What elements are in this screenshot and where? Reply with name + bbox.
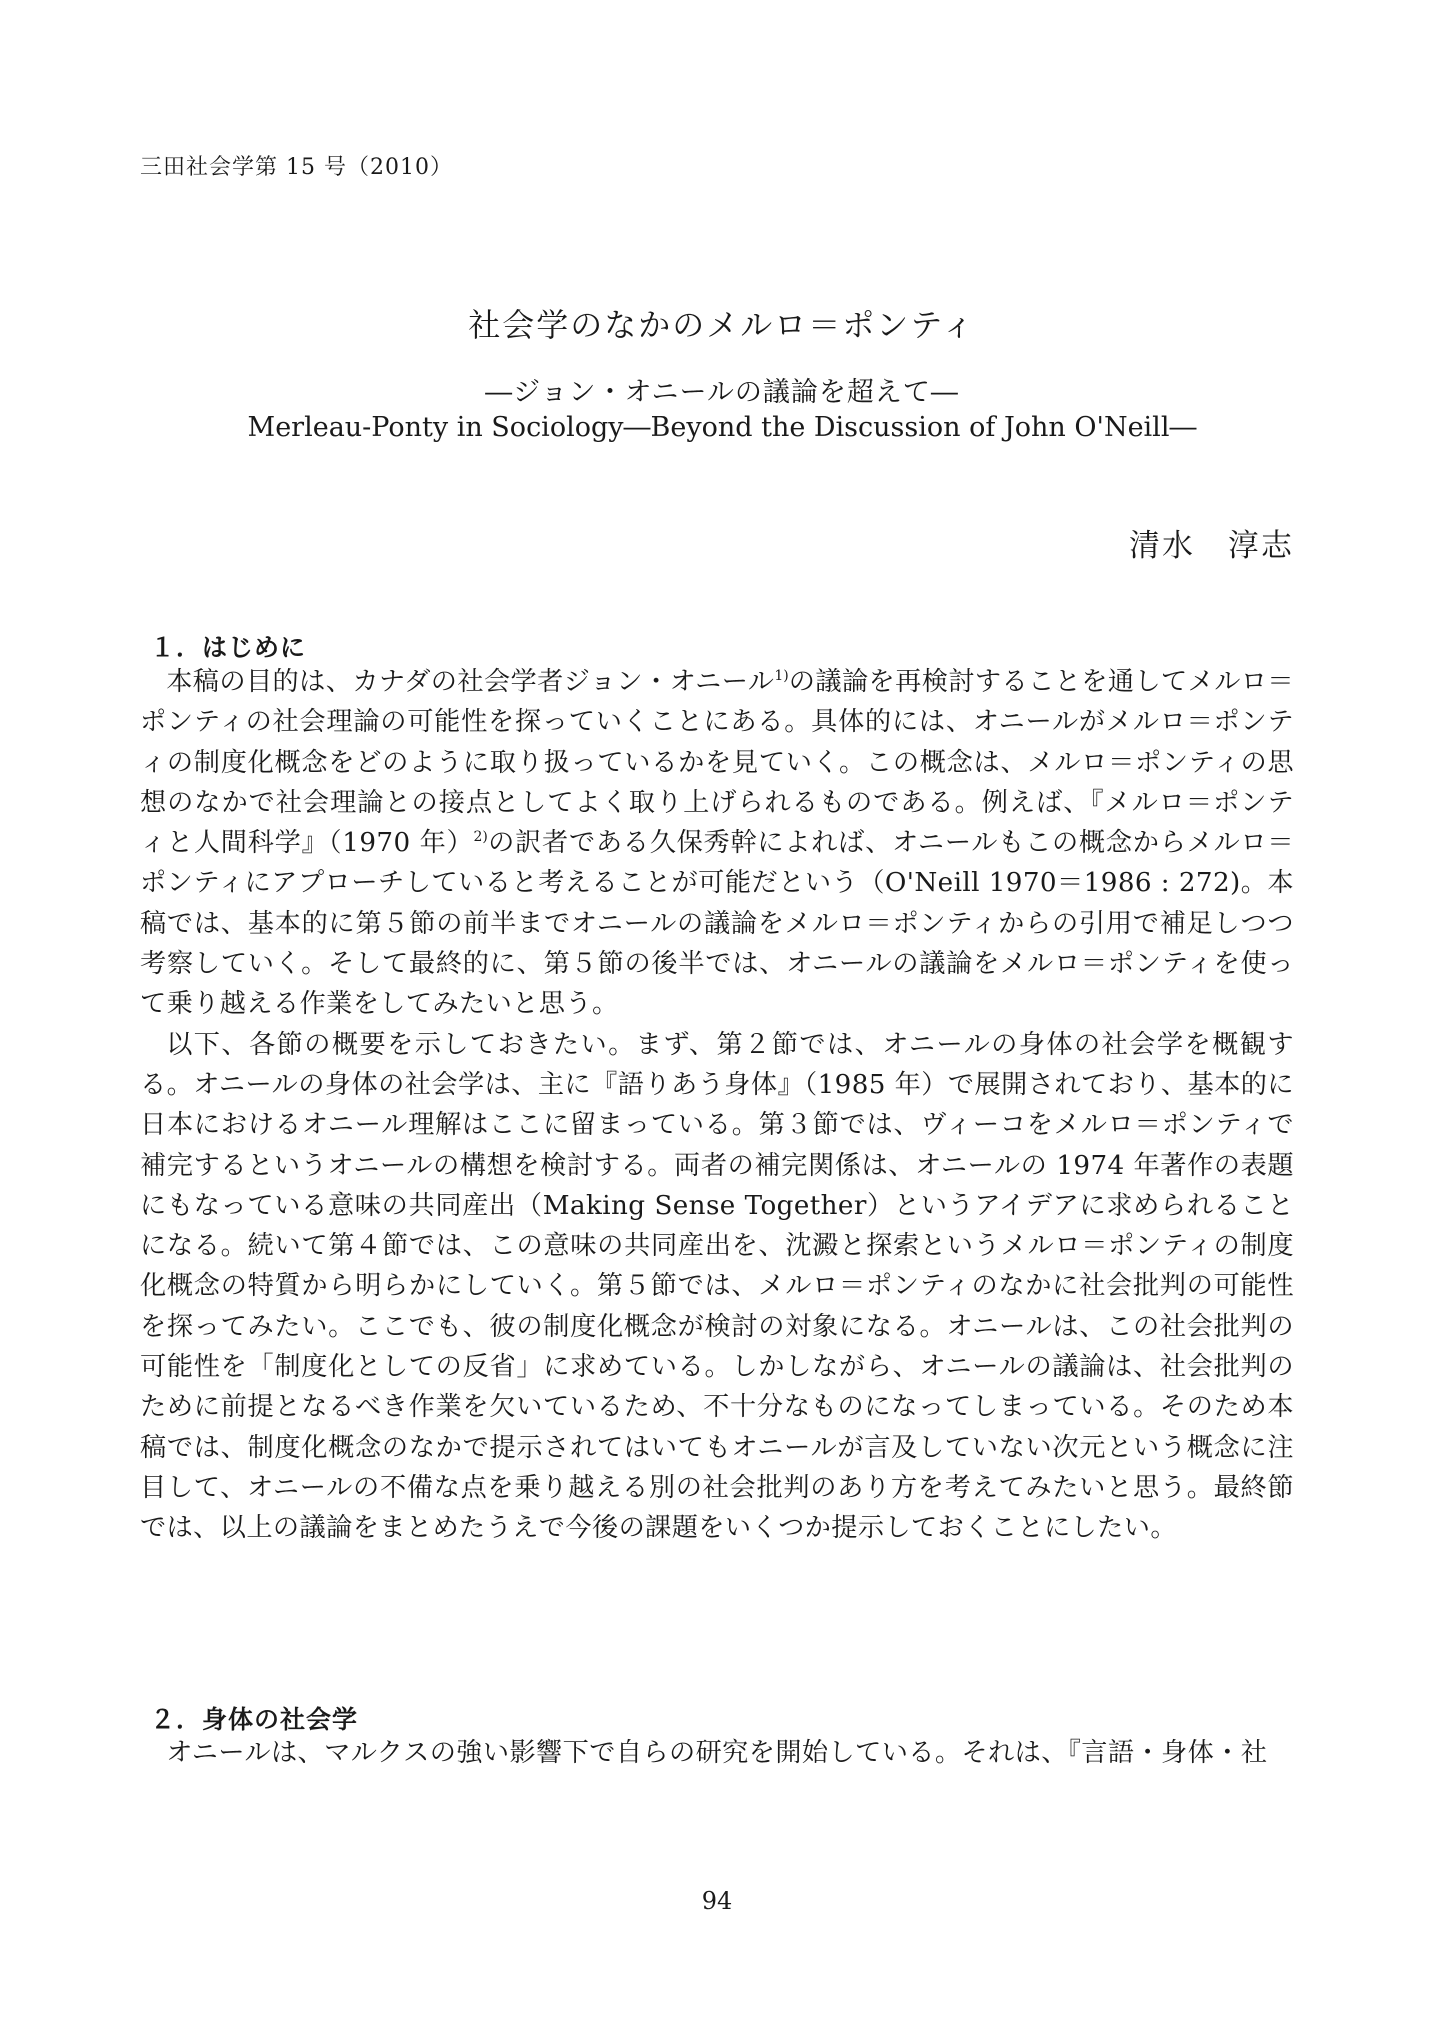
footnote-marker: 1) (774, 668, 789, 684)
paragraph-text: の訳者である久保秀幹によれば、オニールもこの概念からメルロ＝ポンティにアプローチしていると考えることが可能だという（O'Neill 1970＝1986 : 272)。本稿では、基本的に第５節の前半までオニールの議論をメルロ＝ポンティからの引用で補足しつつ考察していく。そして最終的に、第５節の後半では、オニールの議論をメルロ＝ポンティを使って乗り越える作業をしてみたいと思う。 (140, 828, 1294, 1020)
journal-header: 三田社会学第 15 号（2010） (140, 155, 453, 180)
section-body-body-sociology (140, 1733, 1294, 1773)
paragraph-text: 本稿の目的は、カナダの社会学者ジョン・オニール (166, 667, 775, 697)
english-title: Merleau-Ponty in Sociology―Beyond the Discussion of John O'Neill― (247, 412, 1197, 443)
section-heading-introduction: １．はじめに (150, 633, 307, 662)
paragraph-text: の議論を再検討することを通してメルロ＝ポンティの社会理論の可能性を探っていくことにある。具体的には、オニールがメルロ＝ポンティの制度化概念をどのように取り扱っているかを見ていく。この概念は、メルロ＝ポンティの思想のなかで社会理論との接点としてよく取り上げられるものである。例えば、『メルロ＝ポンティと人間科学』（1970 年） (140, 667, 1294, 859)
paragraph: 以下、各節の概要を示しておきたい。まず、第２節では、オニールの身体の社会学を概観する。オニールの身体の社会学は、主に『語りあう身体』（1985 年）で展開されており、基本的に日本におけるオニール理解はここに留まっている。第３節では、ヴィーコをメルロ＝ポンティで補完するというオニールの構想を検討する。両者の補完関係は、オニールの 1974 年著作の表題にもなっている意味の共同産出（Making Sense Together）というアイデアに求められることになる。続いて第４節では、この意味の共同産出を、沈澱と探索というメルロ＝ポンティの制度化概念の特質から明らかにしていく。第５節では、メルロ＝ポンティのなかに社会批判の可能性を探ってみたい。ここでも、彼の制度化概念が検討の対象になる。オニールは、この社会批判の可能性を「制度化としての反省」に求めている。しかしながら、オニールの議論は、社会批判のために前提となるべき作業を欠いているため、不十分なものになってしまっている。そのため本稿では、制度化概念のなかで提示されてはいてもオニールが言及していない次元という概念に注目して、オニールの不備な点を乗り越える別の社会批判のあり方を考えてみたいと思う。最終節では、以上の議論をまとめたうえで今後の課題をいくつか提示しておくことにしたい。 (140, 1029, 1294, 1544)
paragraph: オニールは、マルクスの強い影響下で自らの研究を開始している。それは、『言語・身体・社 (166, 1738, 1268, 1768)
page-number: 94 (701, 1887, 733, 1915)
paper-title: 社会学のなかのメルロ＝ポンティ (468, 306, 976, 344)
footnote-marker: 2) (473, 829, 488, 846)
paragraph (140, 662, 1294, 1025)
section-body-introduction (140, 662, 1294, 1549)
paper-subtitle: ―ジョン・オニールの議論を超えて― (485, 377, 959, 408)
section-heading-body-sociology: ２．身体の社会学 (150, 1705, 359, 1734)
author-name: 清水 淳志 (1129, 528, 1294, 564)
